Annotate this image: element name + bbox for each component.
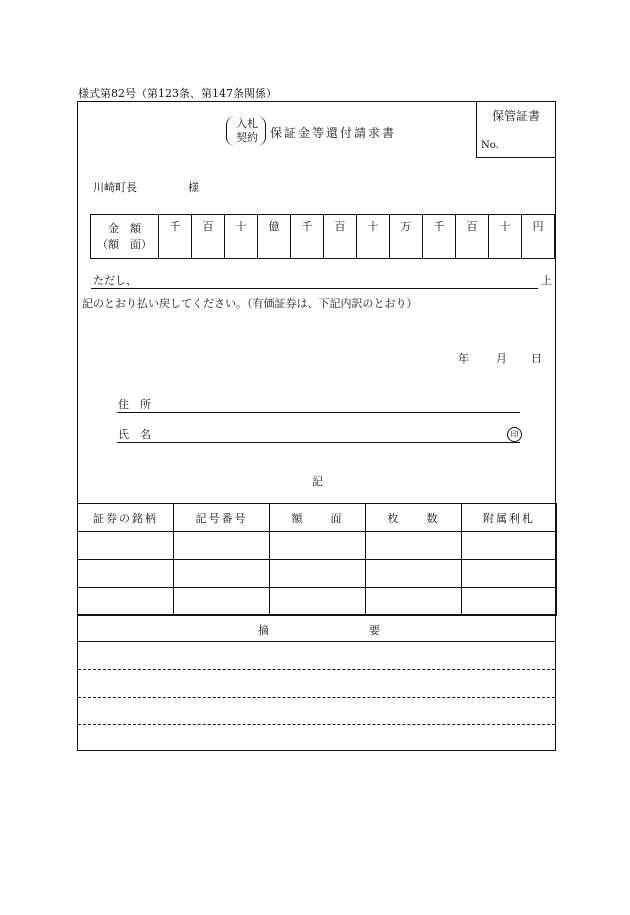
proviso-label: ただし、 bbox=[93, 274, 137, 287]
address-label: 住 所 bbox=[118, 398, 151, 411]
amount-digit-cell[interactable]: 千 bbox=[159, 215, 192, 259]
table-cell[interactable] bbox=[78, 532, 174, 560]
table-cell[interactable] bbox=[174, 560, 270, 588]
note-heading: 記 bbox=[312, 475, 323, 488]
remarks-label-first: 摘 bbox=[258, 624, 269, 637]
table-cell[interactable] bbox=[78, 560, 174, 588]
amount-digit-cell[interactable]: 十 bbox=[489, 215, 522, 259]
amount-digit-cell[interactable]: 百 bbox=[324, 215, 357, 259]
amount-digit-cell[interactable]: 十 bbox=[357, 215, 390, 259]
table-cell[interactable] bbox=[78, 588, 174, 616]
table-cell[interactable] bbox=[174, 532, 270, 560]
name-input-line[interactable] bbox=[117, 442, 520, 443]
table-row bbox=[78, 588, 557, 616]
addressee-honorific: 様 bbox=[188, 181, 199, 194]
remarks-section bbox=[77, 614, 556, 751]
column-header-security-name: 証券の銘柄 bbox=[78, 504, 174, 532]
date-year-label: 年 bbox=[458, 352, 469, 365]
amount-table bbox=[90, 214, 555, 259]
table-cell[interactable] bbox=[366, 532, 462, 560]
amount-label-cell bbox=[91, 215, 159, 259]
amount-digit-cell[interactable]: 万 bbox=[390, 215, 423, 259]
column-header-serial-number: 記号番号 bbox=[174, 504, 270, 532]
date-month-label: 月 bbox=[496, 352, 507, 365]
amount-digit-cell[interactable]: 千 bbox=[291, 215, 324, 259]
amount-face-value-label: （額 面） bbox=[97, 237, 152, 251]
remarks-header bbox=[78, 615, 555, 642]
table-cell[interactable] bbox=[270, 588, 366, 616]
table-row bbox=[78, 532, 557, 560]
title-main-text: 保証金等還付請求書 bbox=[270, 126, 397, 140]
form-number-heading: 様式第82号（第123条、第147条関係） bbox=[78, 87, 277, 100]
seal-icon: 印 bbox=[507, 427, 522, 442]
amount-digit-cell[interactable]: 千 bbox=[423, 215, 456, 259]
table-cell[interactable] bbox=[462, 560, 557, 588]
proviso-tail: 上 bbox=[541, 274, 552, 287]
amount-digit-cell[interactable]: 十 bbox=[225, 215, 258, 259]
name-label: 氏 名 bbox=[118, 428, 151, 441]
table-cell[interactable] bbox=[270, 560, 366, 588]
amount-digit-cell[interactable]: 円 bbox=[522, 215, 555, 259]
table-cell[interactable] bbox=[366, 588, 462, 616]
storage-number-label: No. bbox=[481, 140, 499, 151]
table-cell[interactable] bbox=[462, 588, 557, 616]
date-day-label: 日 bbox=[531, 352, 542, 365]
title-option-bid: 入札 bbox=[236, 117, 258, 130]
table-row bbox=[78, 560, 557, 588]
title-bracket bbox=[226, 116, 266, 146]
securities-table bbox=[77, 503, 557, 616]
column-header-face-value: 額 面 bbox=[270, 504, 366, 532]
storage-certificate-title: 保管証書 bbox=[492, 109, 541, 123]
addressee: 川崎町長 bbox=[93, 181, 137, 194]
amount-digit-cell[interactable]: 百 bbox=[192, 215, 225, 259]
table-cell[interactable] bbox=[462, 532, 557, 560]
proviso-text: 記のとおり払い戻してください。（有価証券は、下記内訳のとおり） bbox=[82, 297, 418, 310]
column-header-coupons: 附属利札 bbox=[462, 504, 557, 532]
table-cell[interactable] bbox=[270, 532, 366, 560]
amount-label: 金 額 bbox=[108, 221, 141, 235]
remarks-line[interactable] bbox=[78, 669, 555, 670]
form-title bbox=[226, 116, 416, 146]
amount-digit-cell[interactable]: 億 bbox=[258, 215, 291, 259]
remarks-line[interactable] bbox=[78, 724, 555, 725]
amount-digit-cell[interactable]: 百 bbox=[456, 215, 489, 259]
title-option-contract: 契約 bbox=[236, 131, 258, 144]
table-cell[interactable] bbox=[366, 560, 462, 588]
remarks-label-second: 要 bbox=[369, 624, 380, 637]
remarks-line[interactable] bbox=[78, 697, 555, 698]
column-header-quantity: 枚 数 bbox=[366, 504, 462, 532]
securities-header-row bbox=[78, 504, 557, 532]
table-cell[interactable] bbox=[174, 588, 270, 616]
proviso-input-line[interactable] bbox=[91, 288, 538, 289]
address-input-line[interactable] bbox=[117, 412, 520, 413]
